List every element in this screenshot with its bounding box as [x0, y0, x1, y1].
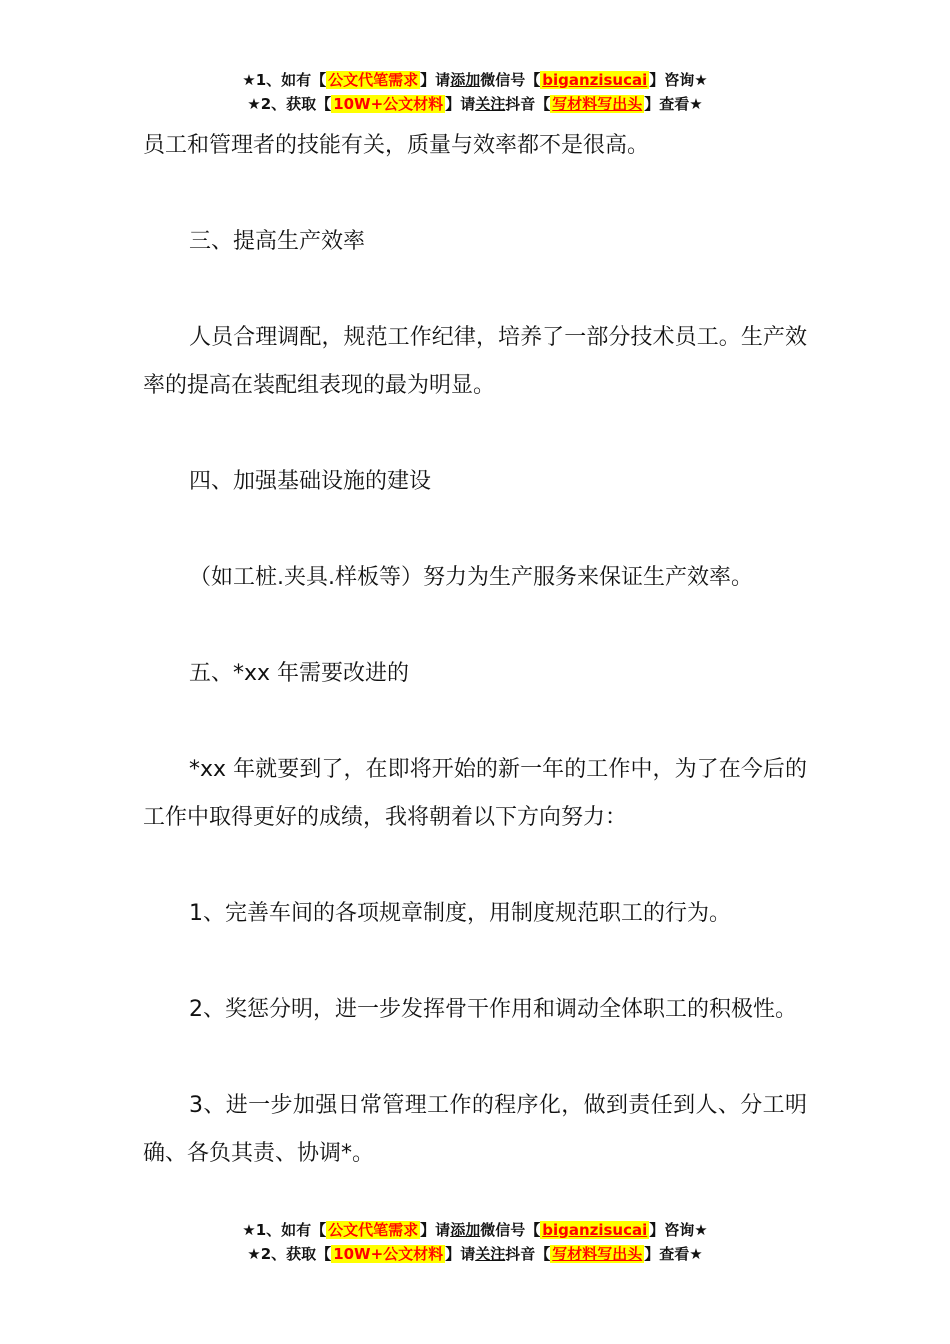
- banner-highlight: 10W+公文材料: [333, 1245, 444, 1263]
- banner-text: 抖音【: [505, 1245, 551, 1263]
- banner-text: 】请: [420, 1221, 451, 1239]
- banner-line-2: [0, 1242, 950, 1266]
- banner-text: 微信号【: [480, 1221, 541, 1239]
- list-item: 1、完善车间的各项规章制度，用制度规范职工的行为。: [189, 901, 731, 926]
- wechat-id-highlight: biganzisucai: [542, 71, 648, 89]
- banner-highlight: 10W+公文材料: [333, 95, 444, 113]
- banner-underline: 添加: [450, 1221, 481, 1239]
- banner-text: ★1、如有【: [242, 1221, 327, 1239]
- banner-underline: 关注: [475, 1245, 506, 1263]
- list-item: 3、进一步加强日常管理工作的程序化，做到责任到人、分工明确、各负其责、协调*。: [143, 1093, 807, 1166]
- top-banner: [0, 68, 950, 116]
- banner-text: 微信号【: [480, 71, 541, 89]
- banner-text: 】请: [445, 1245, 476, 1263]
- banner-text: 抖音【: [505, 95, 551, 113]
- banner-text: ★1、如有【: [242, 71, 327, 89]
- wechat-id-highlight: biganzisucai: [542, 1221, 648, 1239]
- banner-highlight: 公文代笔需求: [328, 1221, 419, 1239]
- banner-text: 】请: [445, 95, 476, 113]
- list-item: 2、奖惩分明，进一步发挥骨干作用和调动全体职工的积极性。: [189, 997, 797, 1022]
- bottom-banner: [0, 1218, 950, 1266]
- paragraph: （如工桩.夹具.样板等）努力为生产服务来保证生产效率。: [189, 565, 753, 590]
- banner-highlight: 公文代笔需求: [328, 71, 419, 89]
- section-heading: 五、*xx 年需要改进的: [189, 661, 410, 686]
- banner-underline: 关注: [475, 95, 506, 113]
- douyin-highlight: 写材料写出头: [552, 95, 643, 113]
- section-heading: 四、加强基础设施的建设: [189, 469, 432, 494]
- paragraph: 人员合理调配，规范工作纪律，培养了一部分技术员工。生产效率的提高在装配组表现的最为明显。: [143, 325, 807, 398]
- banner-line-1: [0, 68, 950, 92]
- paragraph: *xx 年就要到了，在即将开始的新一年的工作中，为了在今后的工作中取得更好的成绩，我将朝着以下方向努力：: [143, 757, 807, 830]
- paragraph: 员工和管理者的技能有关，质量与效率都不是很高。: [143, 133, 650, 158]
- banner-text: ★2、获取【: [247, 1245, 332, 1263]
- banner-text: 】咨询★: [649, 71, 708, 89]
- section-heading: 三、提高生产效率: [189, 229, 366, 254]
- douyin-highlight: 写材料写出头: [552, 1245, 643, 1263]
- banner-text: 】请: [420, 71, 451, 89]
- banner-text: ★2、获取【: [247, 95, 332, 113]
- banner-underline: 添加: [450, 71, 481, 89]
- banner-text: 】查看★: [644, 95, 703, 113]
- banner-text: 】查看★: [644, 1245, 703, 1263]
- document-body: [143, 122, 807, 1178]
- banner-line-1: [0, 1218, 950, 1242]
- banner-line-2: [0, 92, 950, 116]
- banner-text: 】咨询★: [649, 1221, 708, 1239]
